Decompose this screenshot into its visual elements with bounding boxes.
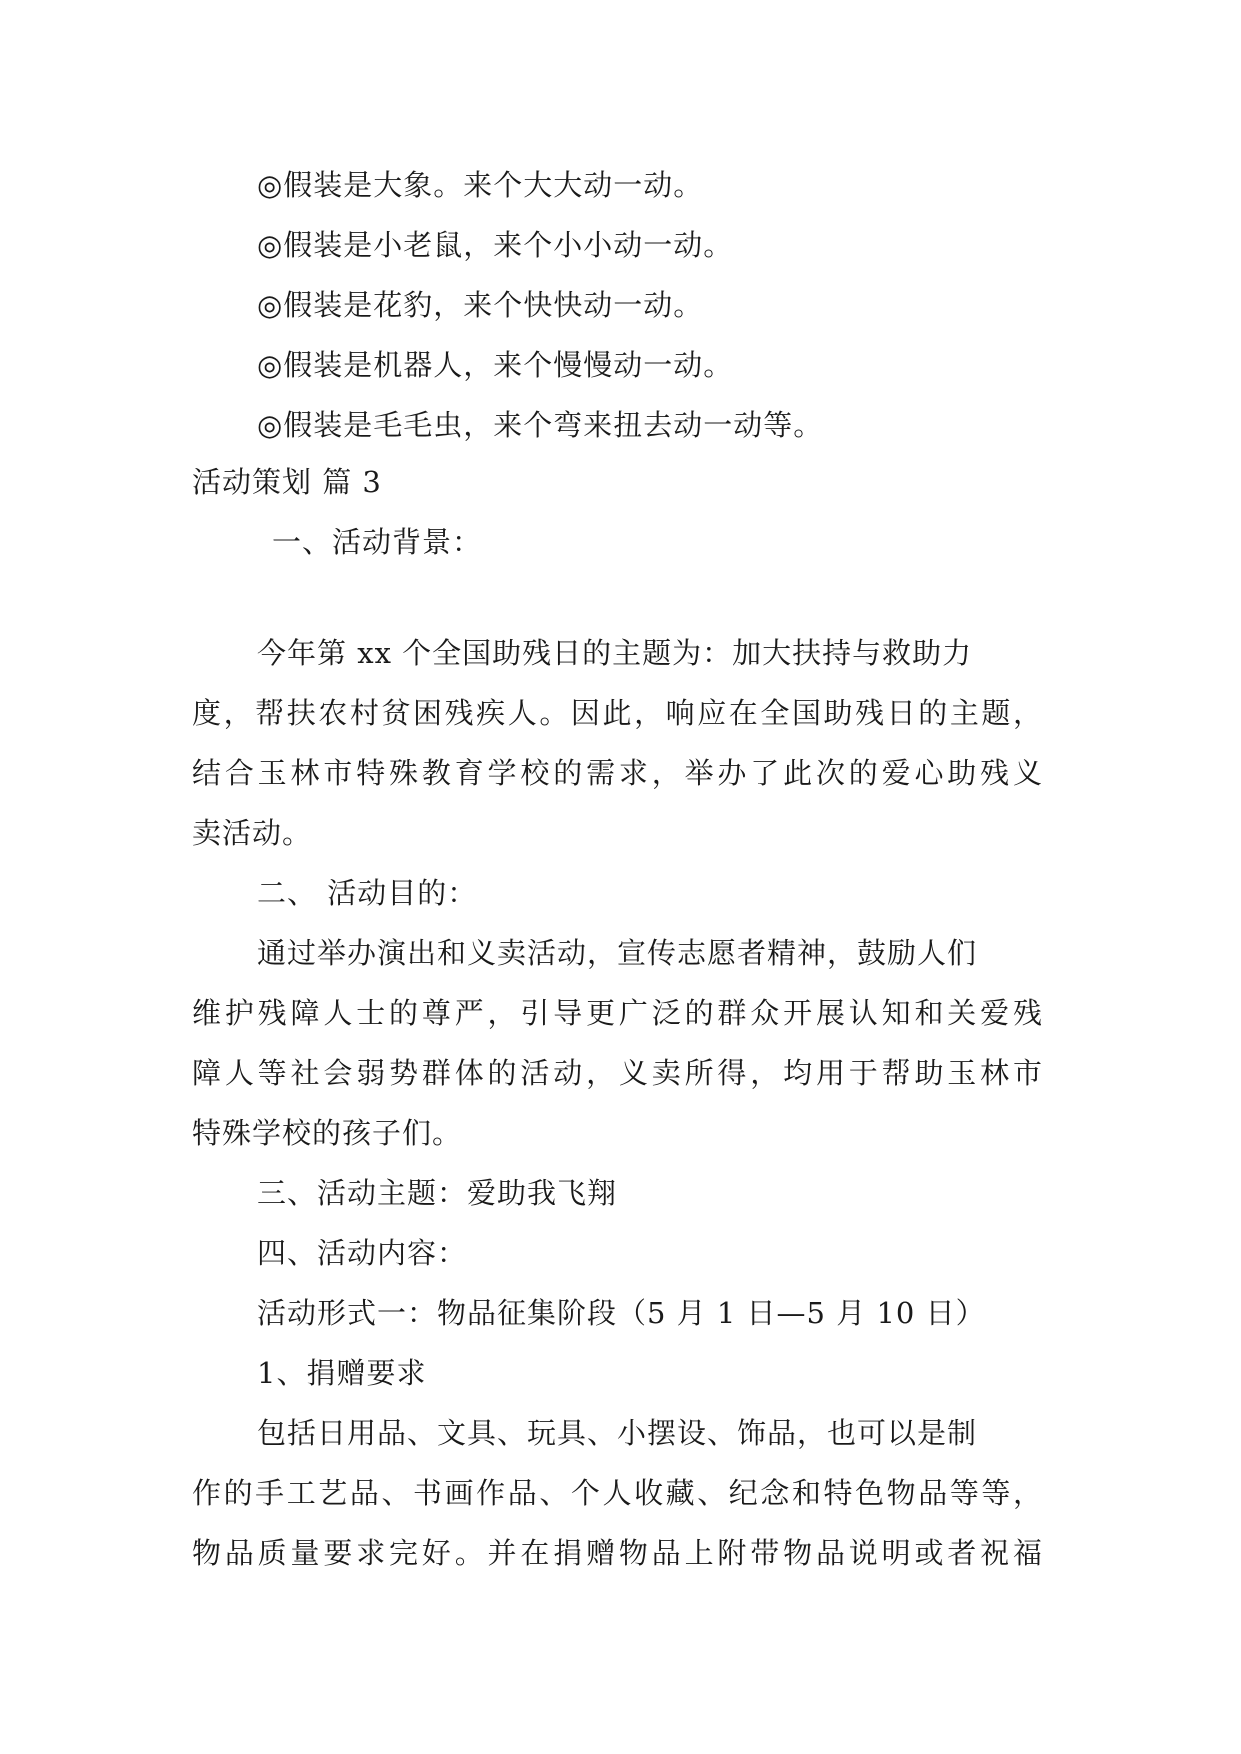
background-para-line-3: 结合玉林市特殊教育学校的需求，举办了此次的爱心助残义	[192, 756, 1043, 790]
background-heading: 一、活动背景：	[272, 525, 483, 559]
background-para-line-4: 卖活动。	[192, 816, 313, 850]
section-title: 活动策划 篇 3	[192, 465, 382, 499]
background-para-line-1: 今年第 xx 个全国助残日的主题为：加大扶持与救助力	[257, 636, 973, 670]
content-heading: 四、活动内容：	[257, 1236, 468, 1270]
purpose-para-line-1: 通过举办演出和义卖活动，宣传志愿者精神，鼓励人们	[257, 936, 978, 970]
theme-line: 三、活动主题：爱助我飞翔	[257, 1176, 618, 1210]
purpose-heading: 二、 活动目的：	[257, 876, 478, 910]
form-one-line: 活动形式一：物品征集阶段（5 月 1 日—5 月 10 日）	[257, 1296, 986, 1330]
list-item-robot: ◎假装是机器人，来个慢慢动一动。	[257, 348, 734, 382]
background-para-line-2: 度，帮扶农村贫困残疾人。因此，响应在全国助残日的主题，	[192, 696, 1043, 730]
purpose-para-line-4: 特殊学校的孩子们。	[192, 1116, 463, 1150]
list-item-mouse: ◎假装是小老鼠，来个小小动一动。	[257, 228, 734, 262]
purpose-para-line-2: 维护残障人士的尊严，引导更广泛的群众开展认知和关爱残	[192, 996, 1043, 1030]
donation-heading: 1、捐赠要求	[257, 1356, 427, 1390]
donation-para-line-1: 包括日用品、文具、玩具、小摆设、饰品，也可以是制	[257, 1416, 978, 1450]
list-item-caterpillar: ◎假装是毛毛虫，来个弯来扭去动一动等。	[257, 408, 824, 442]
list-item-leopard: ◎假装是花豹，来个快快动一动。	[257, 288, 704, 322]
purpose-para-line-3: 障人等社会弱势群体的活动，义卖所得，均用于帮助玉林市	[192, 1056, 1043, 1090]
donation-para-line-2: 作的手工艺品、书画作品、个人收藏、纪念和特色物品等等，	[192, 1476, 1043, 1510]
donation-para-line-3: 物品质量要求完好。并在捐赠物品上附带物品说明或者祝福	[192, 1536, 1043, 1570]
list-item-elephant: ◎假装是大象。来个大大动一动。	[257, 168, 704, 202]
